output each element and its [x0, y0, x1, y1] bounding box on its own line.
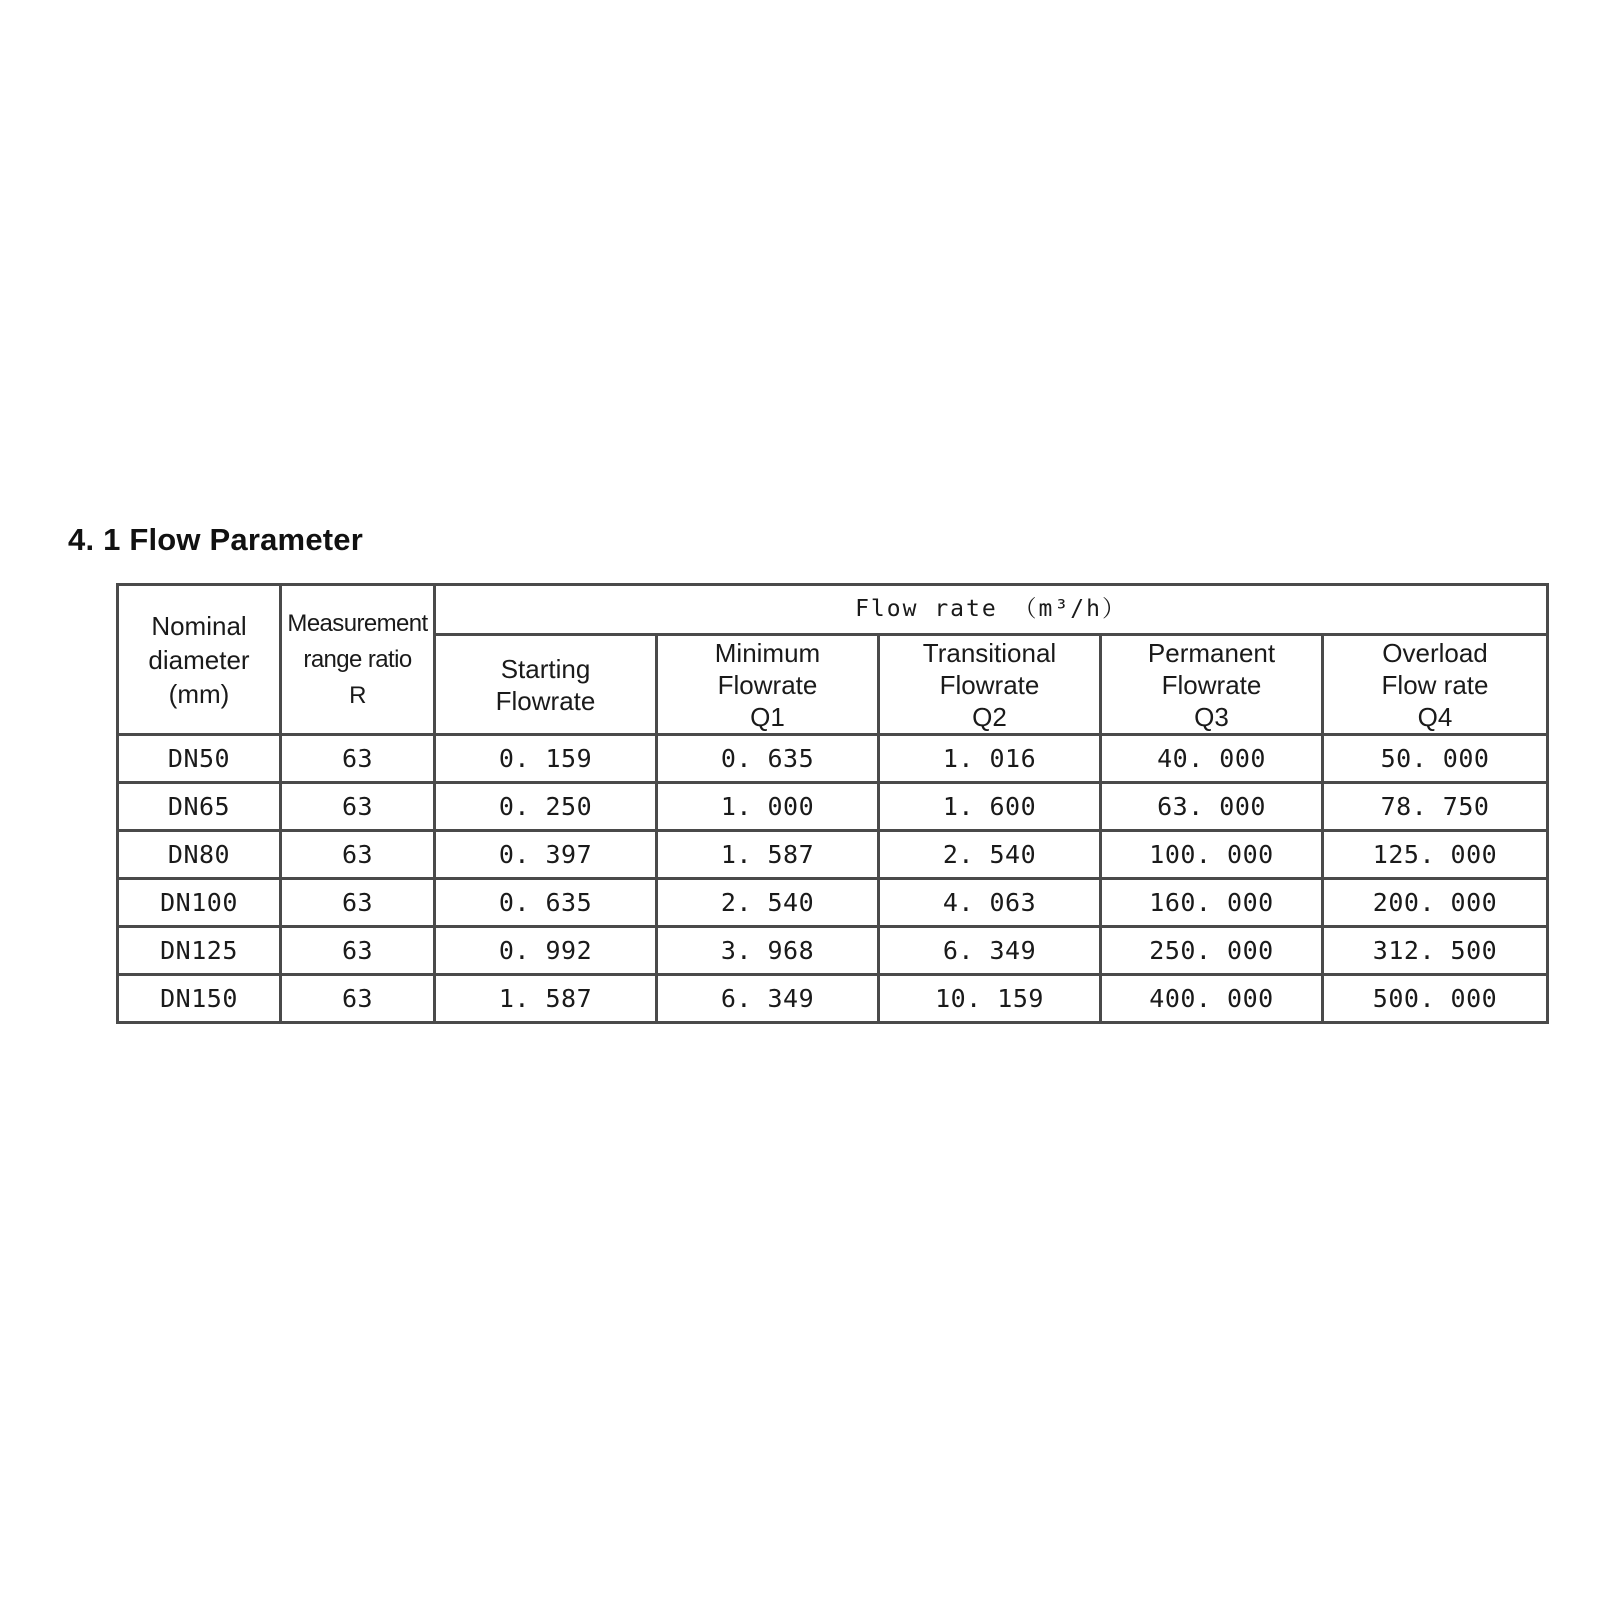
table-row — [118, 927, 1548, 975]
header-line: R — [349, 681, 366, 709]
transitional-flowrate-cell: 10. 159 — [879, 975, 1101, 1023]
transitional-flowrate-cell: 6. 349 — [879, 927, 1101, 975]
minimum-flowrate-cell: 3. 968 — [657, 927, 879, 975]
header-line: Transitional — [922, 637, 1057, 668]
table-row — [118, 831, 1548, 879]
transitional-flowrate-header — [879, 635, 1101, 735]
header-line: Flowrate — [939, 669, 1040, 700]
transitional-flowrate-cell: 1. 600 — [879, 783, 1101, 831]
range-ratio-cell: 63 — [281, 927, 435, 975]
table-row — [118, 879, 1548, 927]
header-line: Nominal — [151, 610, 247, 641]
table-row — [118, 735, 1548, 783]
starting-flowrate-cell: 0. 397 — [435, 831, 657, 879]
table-row — [118, 975, 1548, 1023]
range-ratio-cell: 63 — [281, 975, 435, 1023]
range-ratio-cell: 63 — [281, 879, 435, 927]
header-line: Flowrate — [717, 669, 818, 700]
header-line: Permanent — [1147, 637, 1276, 668]
permanent-flowrate-cell: 400. 000 — [1101, 975, 1323, 1023]
header-line: Minimum — [714, 637, 821, 668]
section-title: 4. 1 Flow Parameter — [68, 522, 363, 557]
table-row — [118, 783, 1548, 831]
minimum-flowrate-cell: 6. 349 — [657, 975, 879, 1023]
nominal-diameter-cell: DN65 — [118, 783, 281, 831]
nominal-diameter-cell: DN50 — [118, 735, 281, 783]
flow-rate-group-header: Flow rate （m³/h） — [435, 585, 1548, 635]
transitional-flowrate-cell: 1. 016 — [879, 735, 1101, 783]
permanent-flowrate-cell: 40. 000 — [1101, 735, 1323, 783]
starting-flowrate-cell: 0. 635 — [435, 879, 657, 927]
nominal-diameter-cell: DN80 — [118, 831, 281, 879]
permanent-flowrate-cell: 63. 000 — [1101, 783, 1323, 831]
minimum-flowrate-cell: 2. 540 — [657, 879, 879, 927]
range-ratio-cell: 63 — [281, 735, 435, 783]
minimum-flowrate-header — [657, 635, 879, 735]
permanent-flowrate-cell: 160. 000 — [1101, 879, 1323, 927]
transitional-flowrate-cell: 2. 540 — [879, 831, 1101, 879]
minimum-flowrate-cell: 0. 635 — [657, 735, 879, 783]
nominal-diameter-cell: DN150 — [118, 975, 281, 1023]
overload-flowrate-cell: 125. 000 — [1323, 831, 1548, 879]
measurement-range-ratio-header — [281, 585, 435, 735]
nominal-diameter-header — [118, 585, 281, 735]
header-line: (mm) — [168, 678, 230, 709]
header-line: Q2 — [972, 701, 1007, 732]
starting-flowrate-cell: 1. 587 — [435, 975, 657, 1023]
overload-flowrate-cell: 500. 000 — [1323, 975, 1548, 1023]
overload-flowrate-cell: 50. 000 — [1323, 735, 1548, 783]
header-line: Flow rate — [1381, 669, 1489, 700]
transitional-flowrate-cell: 4. 063 — [879, 879, 1101, 927]
nominal-diameter-cell: DN100 — [118, 879, 281, 927]
flow-parameter-table — [116, 583, 1549, 1024]
header-line: Flowrate — [495, 685, 596, 716]
permanent-flowrate-header — [1101, 635, 1323, 735]
header-line: Flowrate — [1161, 669, 1262, 700]
overload-flowrate-cell: 200. 000 — [1323, 879, 1548, 927]
range-ratio-cell: 63 — [281, 831, 435, 879]
overload-flowrate-cell: 78. 750 — [1323, 783, 1548, 831]
header-line: Overload — [1382, 637, 1488, 668]
minimum-flowrate-cell: 1. 587 — [657, 831, 879, 879]
starting-flowrate-cell: 0. 250 — [435, 783, 657, 831]
starting-flowrate-cell: 0. 992 — [435, 927, 657, 975]
minimum-flowrate-cell: 1. 000 — [657, 783, 879, 831]
header-line: diameter — [148, 644, 250, 675]
range-ratio-cell: 63 — [281, 783, 435, 831]
overload-flowrate-cell: 312. 500 — [1323, 927, 1548, 975]
header-line: Starting — [500, 653, 591, 684]
header-line: Measurement — [287, 609, 428, 637]
overload-flowrate-header — [1323, 635, 1548, 735]
header-line: Q3 — [1194, 701, 1229, 732]
header-line: Q4 — [1417, 701, 1453, 732]
header-row-main — [118, 585, 1548, 635]
permanent-flowrate-cell: 100. 000 — [1101, 831, 1323, 879]
header-line: Q1 — [750, 701, 785, 732]
permanent-flowrate-cell: 250. 000 — [1101, 927, 1323, 975]
header-line: range ratio — [303, 645, 412, 673]
starting-flowrate-header — [435, 635, 657, 735]
starting-flowrate-cell: 0. 159 — [435, 735, 657, 783]
nominal-diameter-cell: DN125 — [118, 927, 281, 975]
